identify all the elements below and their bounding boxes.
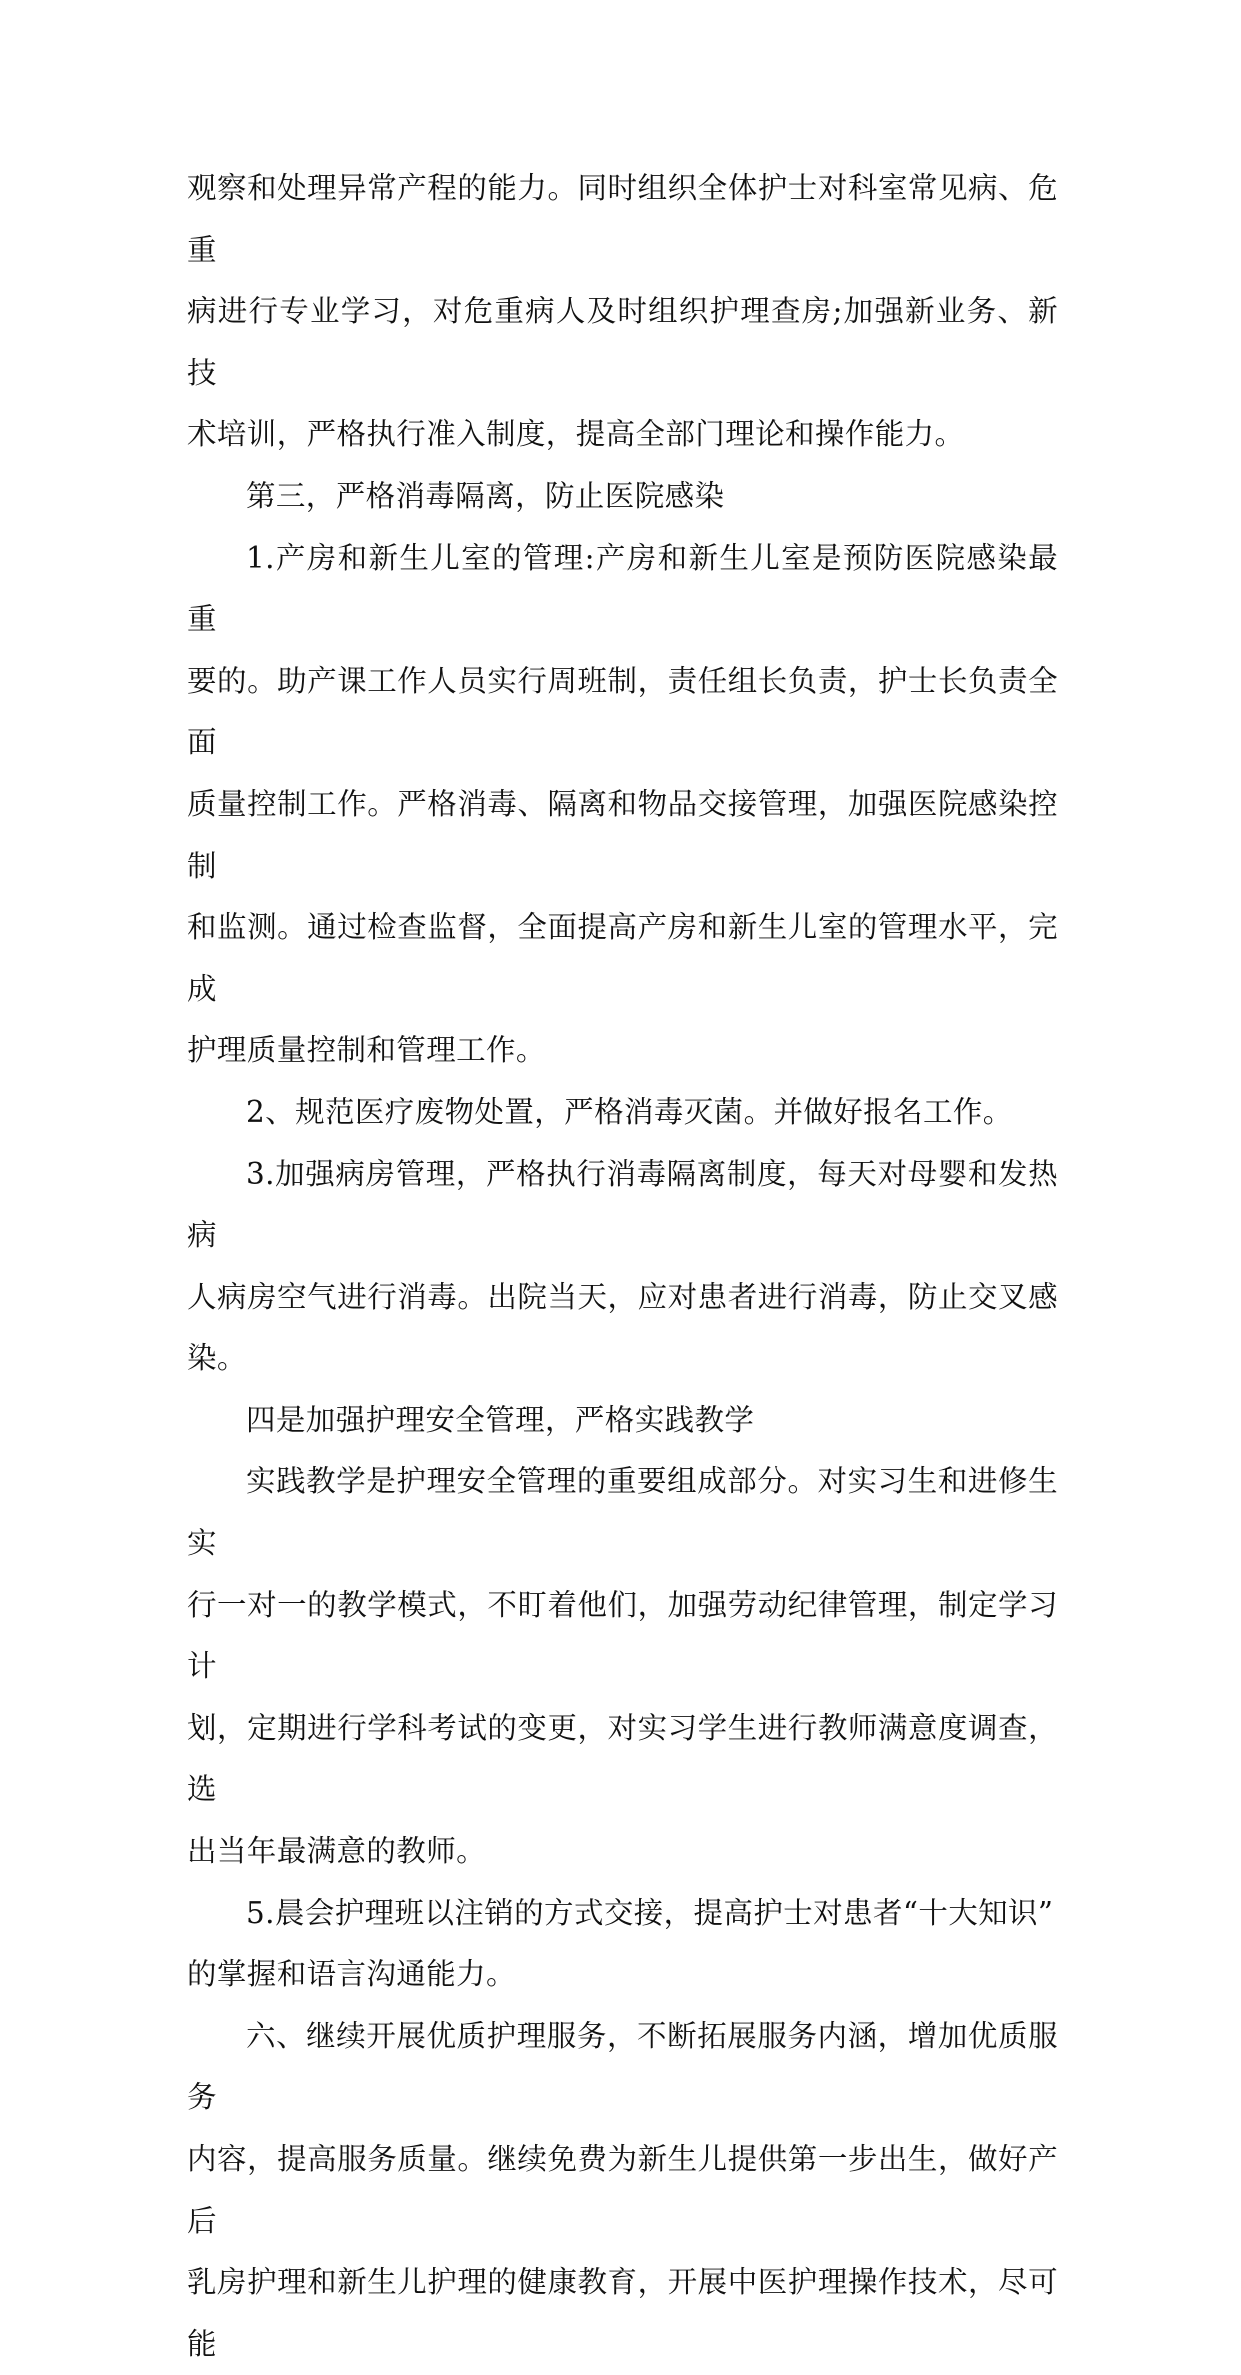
text-line: 3.加强病房管理，严格执行消毒隔离制度，每天对母婴和发热病: [187, 1156, 1058, 1253]
section-heading-3: [187, 466, 1058, 528]
paragraph-practice-teaching: [187, 1451, 1058, 1882]
text-line: 观察和处理异常产程的能力。同时组织全体护士对科室常见病、危重: [187, 171, 1058, 267]
text-line: 第三，严格消毒隔离，防止医院感染: [246, 478, 725, 513]
paragraph-item-5: [187, 1883, 1058, 2006]
text-line: 1.产房和新生儿室的管理:产房和新生儿室是预防医院感染最重: [187, 540, 1058, 637]
text-line: 行一对一的教学模式，不盯着他们，加强劳动纪律管理，制定学习计: [187, 1587, 1058, 1684]
text-line: 术培训，严格执行准入制度，提高全部门理论和操作能力。: [187, 417, 965, 452]
text-line: 乳房护理和新生儿护理的健康教育，开展中医护理操作技术，尽可能: [187, 2265, 1058, 2361]
paragraph-item-3: [187, 1144, 1058, 1390]
text-line: 人病房空气进行消毒。出院当天，应对患者进行消毒，防止交叉感染。: [187, 1279, 1058, 1376]
text-line: 要的。助产课工作人员实行周班制，责任组长负责，护士长负责全面: [187, 663, 1058, 760]
section-heading-4: [187, 1390, 1058, 1452]
section-heading-6: [187, 2006, 1058, 2375]
text-line: 病进行专业学习，对危重病人及时组织护理查房;加强新业务、新技: [187, 294, 1058, 390]
paragraph-continued-training: [187, 158, 1058, 466]
text-line: 实践教学是护理安全管理的重要组成部分。对实习生和进修生实: [187, 1464, 1058, 1561]
text-line: 的掌握和语言沟通能力。: [187, 1957, 516, 1992]
text-line: 内容，提高服务质量。继续免费为新生儿提供第一步出生，做好产后: [187, 2142, 1058, 2238]
paragraph-item-2: [187, 1082, 1058, 1144]
text-line: 和监测。通过检查监督，全面提高产房和新生儿室的管理水平，完成: [187, 910, 1058, 1006]
text-line: 出当年最满意的教师。: [187, 1834, 487, 1869]
text-line: 质量控制工作。严格消毒、隔离和物品交接管理，加强医院感染控制: [187, 786, 1058, 883]
text-line: 5.晨会护理班以注销的方式交接，提高护士对患者“十大知识”: [246, 1895, 1054, 1930]
paragraph-item-1: [187, 528, 1058, 1082]
text-line: 护理质量控制和管理工作。: [187, 1033, 546, 1068]
text-line: 六、继续开展优质护理服务，不断拓展服务内涵，增加优质服务: [187, 2018, 1058, 2115]
text-line: 2、规范医疗废物处置，严格消毒灭菌。并做好报名工作。: [246, 1094, 1013, 1129]
text-line: 四是加强护理安全管理，严格实践教学: [246, 1402, 755, 1437]
text-line: 划，定期进行学科考试的变更，对实习学生进行教师满意度调查，选: [187, 1710, 1058, 1807]
